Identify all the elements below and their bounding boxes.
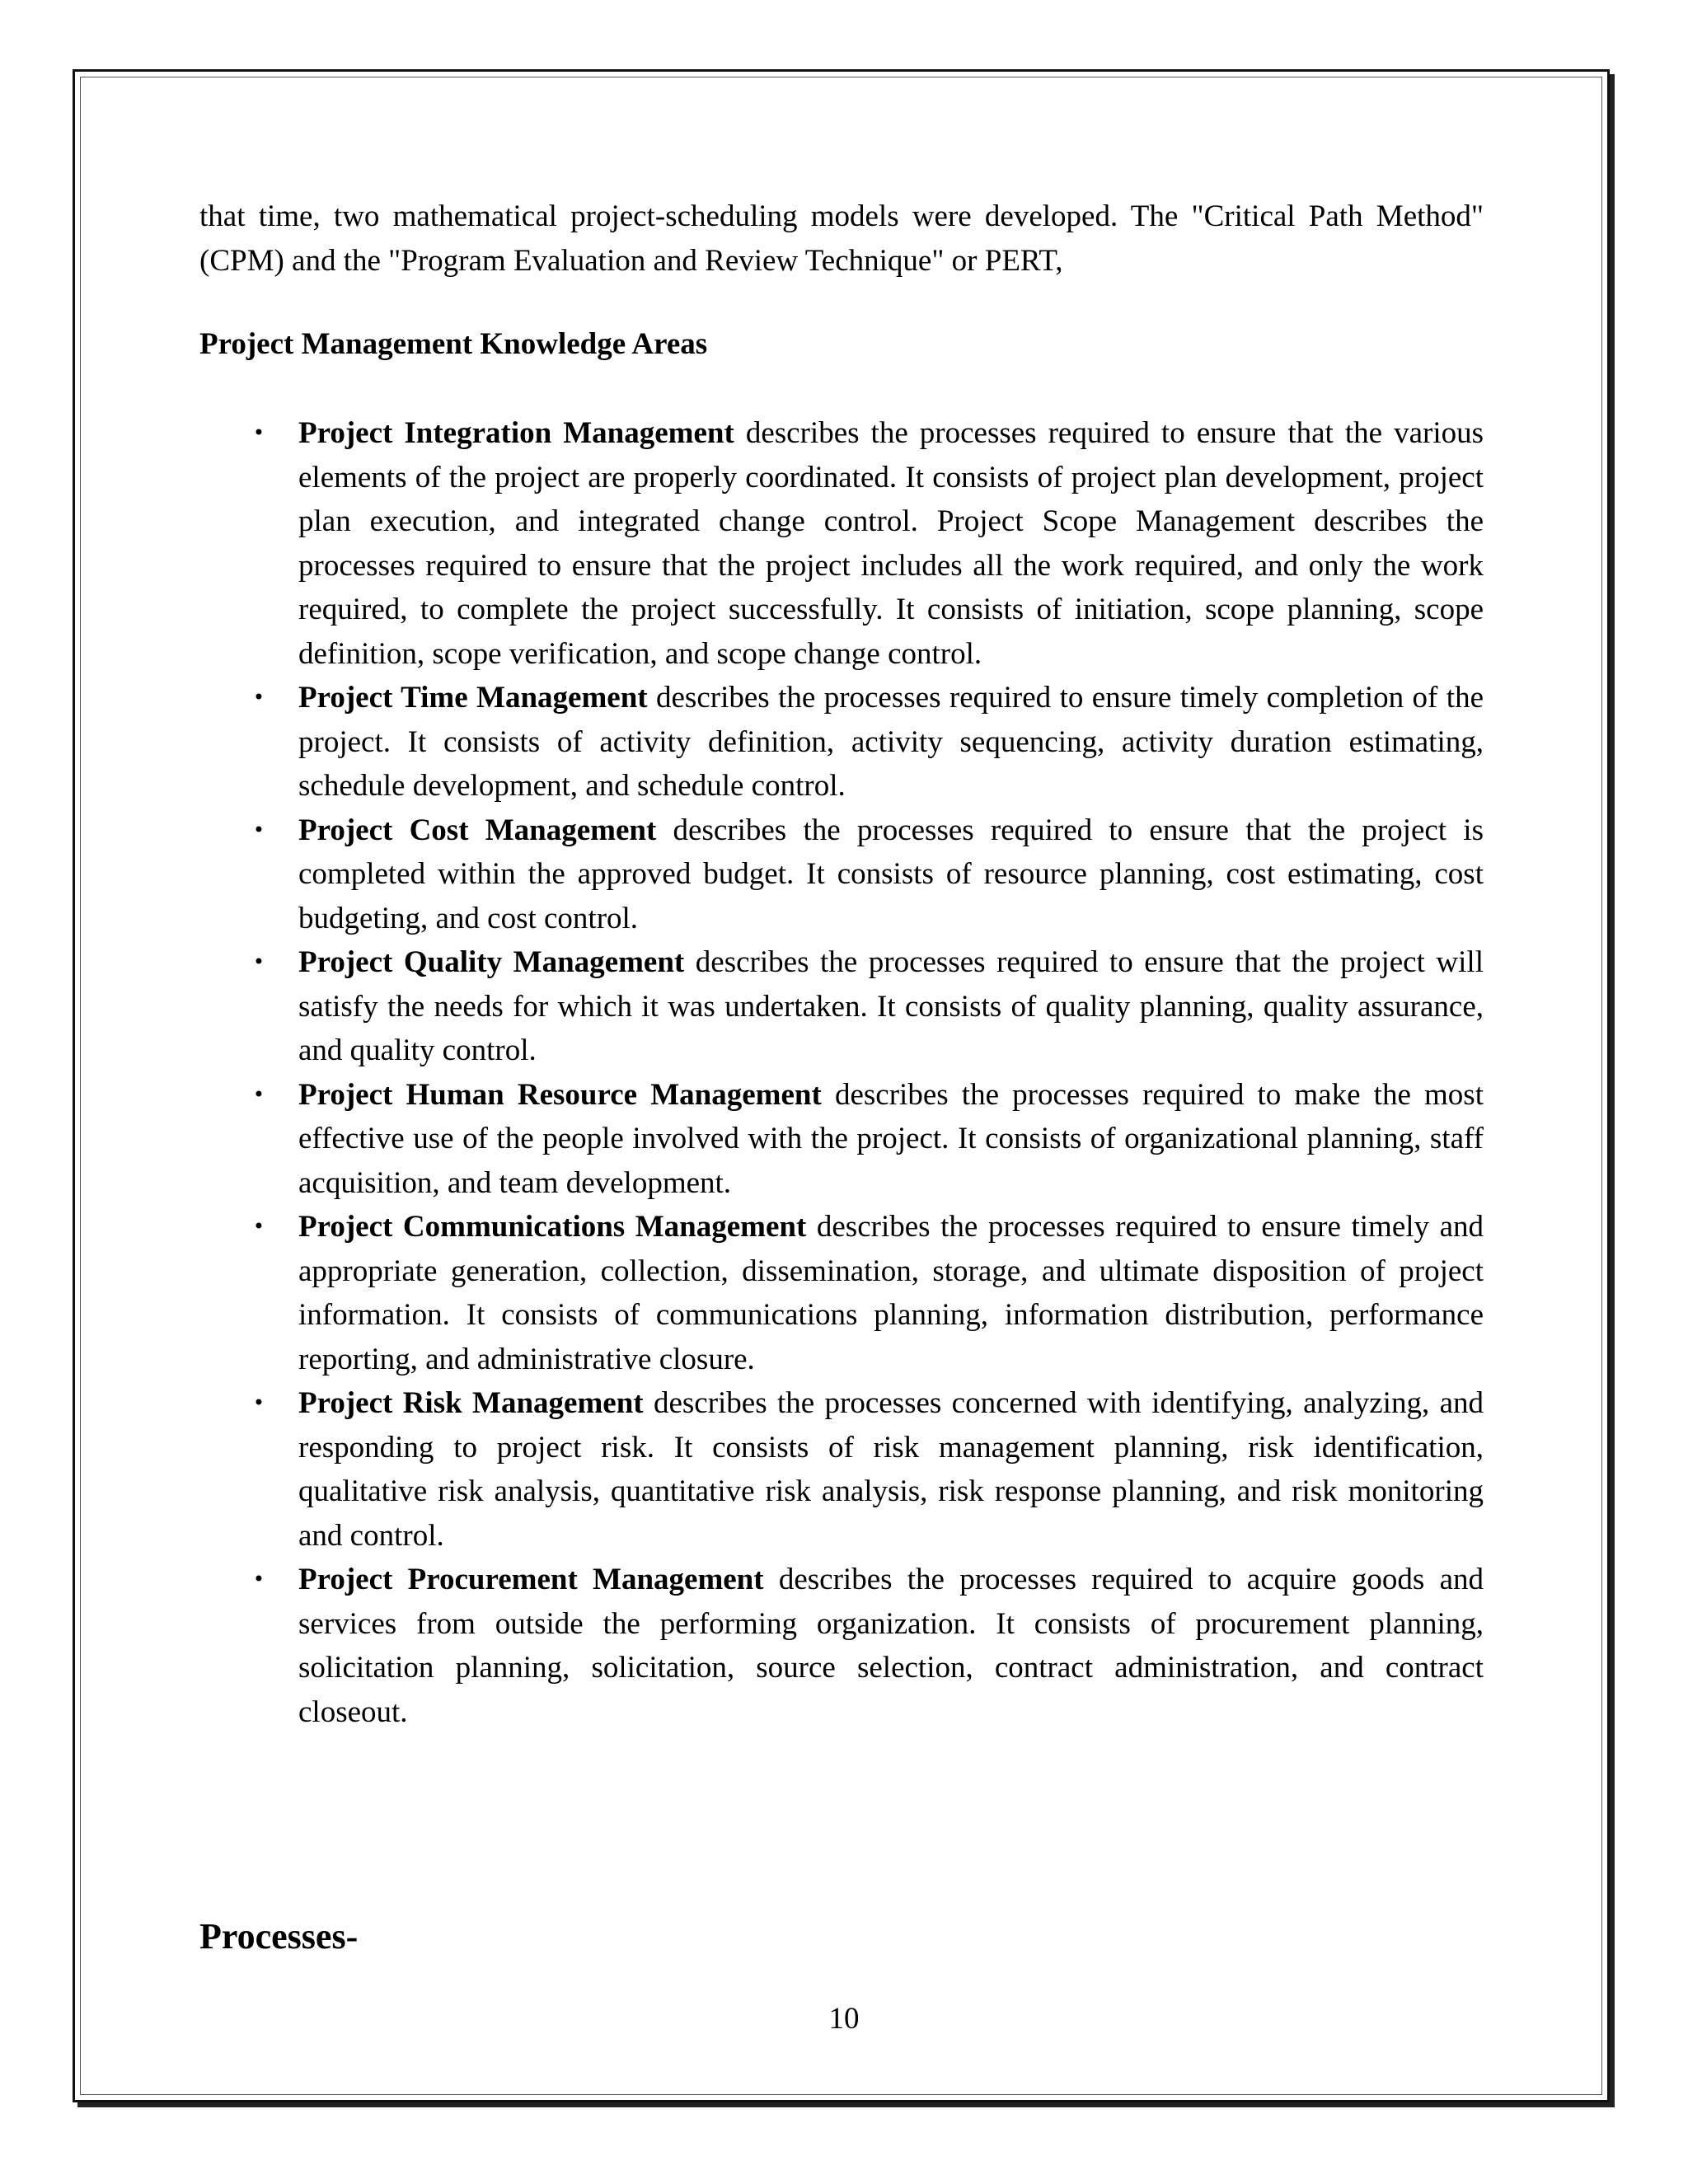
list-item xyxy=(199,940,1484,1073)
list-item xyxy=(199,1558,1484,1734)
bullet-icon: • xyxy=(252,1391,265,1414)
area-name: Project Human Resource Management xyxy=(298,1077,822,1112)
intro-paragraph: that time, two mathematical project-scheduling models were developed. The "Critical Path Method" (CPM) and the "Program Evaluation and Review Technique" or PERT, xyxy=(199,199,1484,278)
page-number: 10 xyxy=(828,2002,860,2036)
area-description: describes the processes required to ensure that the project is completed within the approved budget. It consists of resource planning, cost estimating, cost budgeting, and cost control. xyxy=(298,813,1484,935)
bullet-icon: • xyxy=(252,686,265,709)
processes-heading: Processes- xyxy=(199,1916,359,1957)
bullet-icon: • xyxy=(252,1082,265,1106)
area-description: describes the processes required to ensure that the project will satisfy the needs for which it was undertaken. It consists of quality planning, quality assurance, and quality control. xyxy=(298,945,1484,1067)
area-description: describes the processes concerned with identifying, analyzing, and responding to project risk. It consists of risk management planning, risk identification, qualitative risk analysis, quantitative risk analysis, risk response planning, and risk monitoring and control. xyxy=(298,1386,1484,1553)
area-name: Project Procurement Management xyxy=(298,1563,764,1596)
bullet-icon: • xyxy=(252,421,265,444)
bullet-icon: • xyxy=(252,950,265,973)
list-item xyxy=(199,411,1484,676)
area-description: describes the processes required to ensure timely and appropriate generation, collection, dissemination, storage, and ultimate disposition of project information. It consists of communications planning, information distribution, performance reporting, and administrative closure. xyxy=(298,1210,1484,1376)
list-item xyxy=(199,808,1484,941)
page-content xyxy=(199,194,1484,1729)
list-item xyxy=(199,1381,1484,1558)
bullet-icon: • xyxy=(252,818,265,841)
area-name: Project Time Management xyxy=(298,681,648,715)
knowledge-areas-list xyxy=(199,411,1484,1734)
area-name: Project Quality Management xyxy=(298,945,685,979)
area-name: Project Communications Management xyxy=(298,1210,807,1244)
list-item xyxy=(199,1205,1484,1381)
list-item xyxy=(199,1073,1484,1206)
area-description: describes the processes required to ensure timely completion of the project. It consists of activity definition, activity sequencing, activity duration estimating, schedule development, and schedule control. xyxy=(298,681,1484,803)
area-description: describes the processes required to make the most effective use of the people involved with the project. It consists of organizational planning, staff acquisition, and team development. xyxy=(298,1077,1484,1200)
area-name: Project Risk Management xyxy=(298,1386,644,1420)
area-description: describes the processes required to ensure that the various elements of the project are properly coordinated. It consists of project plan development, project plan execution, and integrated change control. Project Scope Management describes the processes required to ensure that the project includes all the work required, and only the work required, to complete the project successfully. It consists of initiation, scope planning, scope definition, scope verification, and scope change control. xyxy=(298,416,1484,671)
bullet-icon: • xyxy=(252,1215,265,1238)
area-name: Project Cost Management xyxy=(298,813,657,847)
area-name: Project Integration Management xyxy=(298,416,734,450)
area-description: describes the processes required to acquire goods and services from outside the performing organization. It consists of procurement planning, solicitation planning, solicitation, source selection, contract administration, and contract closeout. xyxy=(298,1563,1484,1729)
section-heading: Project Management Knowledge Areas xyxy=(199,327,708,361)
list-item xyxy=(199,676,1484,808)
bullet-icon: • xyxy=(252,1568,265,1591)
